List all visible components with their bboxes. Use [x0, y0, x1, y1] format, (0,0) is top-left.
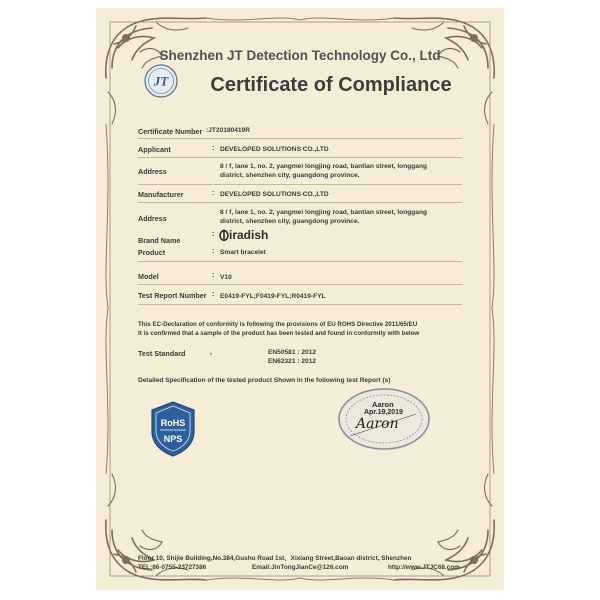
applicant-address-line2: district, shenzhen city, guangdong province. — [220, 172, 360, 179]
manufacturer-address-line1: 8 / f, lane 1, no. 2, yangmei longjing road, bantian street, longgang — [220, 209, 427, 216]
product-label: Product — [138, 248, 166, 257]
divider — [138, 284, 462, 285]
footer-address: Floor 10, Shijie Building,No.384,Gushu Road 1st、Xixiang Street,Baoan district, Shenzhen — [138, 555, 412, 562]
model-label: Model — [138, 272, 159, 281]
footer-tel: TEL:86-0755-23727386 — [138, 564, 207, 571]
applicant-value: DEVELOPED SOLUTIONS CO.,LTD — [220, 146, 329, 153]
declaration-line2: It is confirmed that a sample of the product has been tested and found in conformity with below — [138, 330, 420, 337]
test-standard-value-2: EN62321 : 2012 — [268, 358, 317, 365]
divider — [138, 261, 462, 262]
certificate-title: Certificate of Compliance — [210, 74, 452, 96]
certificate-number-value: :JT20180419R — [206, 127, 250, 134]
rohs-seal-icon — [148, 400, 198, 458]
signature: Aaron — [356, 416, 399, 432]
colon: : — [212, 272, 215, 279]
certificate-paper — [96, 8, 504, 590]
logo-text: JT — [153, 73, 169, 89]
colon: : — [212, 145, 215, 152]
test-report-value: E0419-FYL;F0419-FYL;R0419-FYL — [220, 293, 326, 300]
test-report-label: Test Report Number — [138, 291, 207, 300]
certificate-number-label: Certificate Number — [138, 127, 203, 136]
divider — [138, 138, 462, 139]
manufacturer-label: Manufacturer — [138, 190, 184, 199]
test-standard-label: Test Standard — [138, 349, 186, 358]
applicant-address-line1: 8 / f, lane 1, no. 2, yangmei longjing road, bantian street, longgang — [220, 163, 427, 170]
official-stamp — [336, 386, 432, 452]
applicant-label: Applicant — [138, 145, 171, 154]
colon: : — [212, 190, 215, 197]
brand-logo — [219, 228, 268, 242]
test-standard-value-1: EN50581 : 2012 — [268, 349, 317, 356]
divider — [138, 157, 462, 158]
colon: : — [212, 231, 215, 238]
brand-name-label: Brand Name — [138, 236, 181, 245]
model-value: V10 — [220, 274, 232, 281]
colon: : — [212, 248, 215, 255]
detail-line: Detailed Specification of the tested product Shown in the following test Report (s) — [138, 377, 391, 384]
divider — [138, 202, 462, 203]
colon: , — [210, 349, 212, 356]
brand-mark-icon — [219, 229, 229, 241]
manufacturer-address-label: Address — [138, 214, 167, 223]
declaration-line1: This EC-Declaration of conformity is following the provisions of EU ROHS Directive 2011/65/EU — [138, 321, 418, 328]
brand-name-value: iradish — [229, 228, 269, 242]
rohs-seal-bottom-text: NPS — [163, 434, 183, 444]
manufacturer-value: DEVELOPED SOLUTIONS CO.,LTD — [220, 191, 329, 198]
divider — [138, 184, 462, 185]
applicant-address-label: Address — [138, 167, 167, 176]
manufacturer-address-line2: district, shenzhen city, guangdong province. — [220, 218, 360, 225]
colon: : — [212, 291, 215, 298]
rohs-seal-top-text: RoHS — [160, 418, 186, 428]
footer-email: Email:JinTongJianCe@126.com — [252, 564, 349, 571]
stamp-date: Apr.19,2019 — [364, 409, 403, 416]
company-name: Shenzhen JT Detection Technology Co., Ltd — [159, 48, 441, 63]
stamp-name: Aaron — [372, 400, 394, 409]
divider — [138, 304, 462, 305]
footer-website: http://www.JTJC68.com — [388, 564, 460, 571]
product-value: Smart bracelet — [220, 249, 266, 256]
